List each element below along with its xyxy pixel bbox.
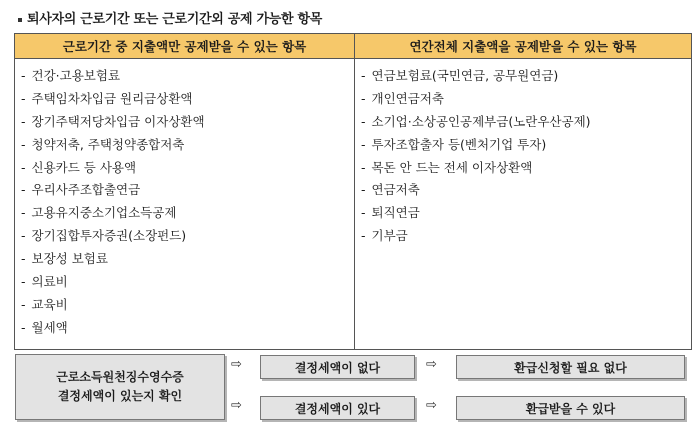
list-item	[21, 179, 354, 202]
dash-bullet: -	[21, 205, 26, 221]
left-item-list	[15, 59, 354, 342]
dash-bullet: -	[361, 182, 366, 198]
list-item	[21, 65, 354, 88]
arrow-right-icon: ⇨	[231, 357, 242, 372]
list-item	[361, 157, 691, 180]
list-item	[21, 157, 354, 180]
branch-some-text: 결정세액이 있다	[294, 401, 381, 416]
list-item	[21, 202, 354, 225]
list-item-text: 청약저축, 주택청약종합저축	[31, 136, 185, 152]
dash-bullet: -	[361, 90, 366, 106]
list-item	[361, 134, 691, 157]
result-some-box	[456, 396, 685, 420]
list-item-text: 기부금	[371, 228, 408, 244]
list-item-text: 월세액	[31, 319, 68, 335]
dash-bullet: -	[361, 159, 366, 175]
header-right: 연간전체 지출액을 공제받을 수 있는 항목	[355, 34, 692, 59]
list-item-text: 교육비	[31, 296, 68, 312]
list-item-text: 우리사주조합출연금	[31, 182, 141, 198]
dash-bullet: -	[21, 296, 26, 312]
dash-bullet: -	[21, 68, 26, 83]
dash-bullet: -	[361, 205, 366, 221]
left-column	[15, 59, 355, 350]
dash-bullet: -	[361, 68, 366, 83]
list-item-text: 장기집합투자증권(소장펀드)	[31, 228, 187, 244]
dash-bullet: -	[21, 159, 26, 175]
list-item-text: 연금보험료(국민연금, 공무원연금)	[371, 68, 559, 83]
list-item	[21, 248, 354, 271]
list-item	[361, 111, 691, 134]
arrow-right-icon: ⇨	[426, 357, 437, 372]
list-item	[21, 111, 354, 134]
list-item-text: 신용카드 등 사용액	[31, 159, 137, 175]
branch-none-box	[260, 355, 415, 379]
result-some-text: 환급받을 수 있다	[525, 401, 616, 416]
list-item	[21, 134, 354, 157]
list-item	[21, 294, 354, 317]
dash-bullet: -	[21, 251, 26, 267]
list-item	[361, 88, 691, 111]
list-item	[361, 179, 691, 202]
list-item	[21, 88, 354, 111]
deduction-table	[14, 33, 692, 350]
branch-some-box	[260, 396, 415, 420]
list-item-text: 의료비	[31, 274, 68, 290]
start-box-text: 근로소득원천징수영수증 결정세액이 있는지 확인	[56, 370, 184, 403]
dash-bullet: -	[361, 136, 366, 152]
result-none-box	[456, 355, 685, 379]
dash-bullet: -	[21, 228, 26, 244]
title-bullet-icon	[18, 18, 22, 22]
list-item	[21, 317, 354, 340]
list-item-text: 장기주택저당차입금 이자상환액	[31, 113, 205, 129]
title-text: 퇴사자의 근로기간 또는 근로기간외 공제 가능한 항목	[27, 12, 323, 27]
list-item-text: 투자조합출자 등(벤처기업 투자)	[371, 136, 547, 152]
list-item-text: 목돈 안 드는 전세 이자상환액	[371, 159, 533, 175]
list-item	[21, 271, 354, 294]
branch-none-text: 결정세액이 없다	[294, 360, 381, 375]
header-left: 근로기간 중 지출액만 공제받을 수 있는 항목	[15, 34, 355, 59]
list-item	[361, 225, 691, 248]
dash-bullet: -	[21, 136, 26, 152]
list-item	[361, 202, 691, 225]
list-item	[21, 225, 354, 248]
result-none-text: 환급신청할 필요 없다	[514, 360, 627, 375]
list-item-text: 고용유지중소기업소득공제	[31, 205, 177, 221]
list-item-text: 퇴직연금	[371, 205, 420, 221]
list-item-text: 주택임차차입금 원리금상환액	[31, 90, 193, 106]
list-item-text: 연금저축	[371, 182, 420, 198]
dash-bullet: -	[21, 113, 26, 129]
dash-bullet: -	[21, 274, 26, 290]
dash-bullet: -	[21, 319, 26, 335]
right-column	[355, 59, 692, 350]
start-box	[15, 354, 225, 420]
dash-bullet: -	[361, 113, 366, 129]
arrow-right-icon: ⇨	[426, 398, 437, 413]
arrow-right-icon: ⇨	[231, 398, 242, 413]
right-item-list	[355, 59, 691, 250]
list-item-text: 개인연금저축	[371, 90, 444, 106]
dash-bullet: -	[361, 228, 366, 244]
list-item-text: 소기업·소상공인공제부금(노란우산공제)	[371, 113, 591, 129]
list-item	[361, 65, 691, 88]
list-item-text: 건강·고용보험료	[31, 68, 121, 83]
dash-bullet: -	[21, 182, 26, 198]
list-item-text: 보장성 보험료	[31, 251, 108, 267]
page-title	[18, 8, 322, 27]
dash-bullet: -	[21, 90, 26, 106]
